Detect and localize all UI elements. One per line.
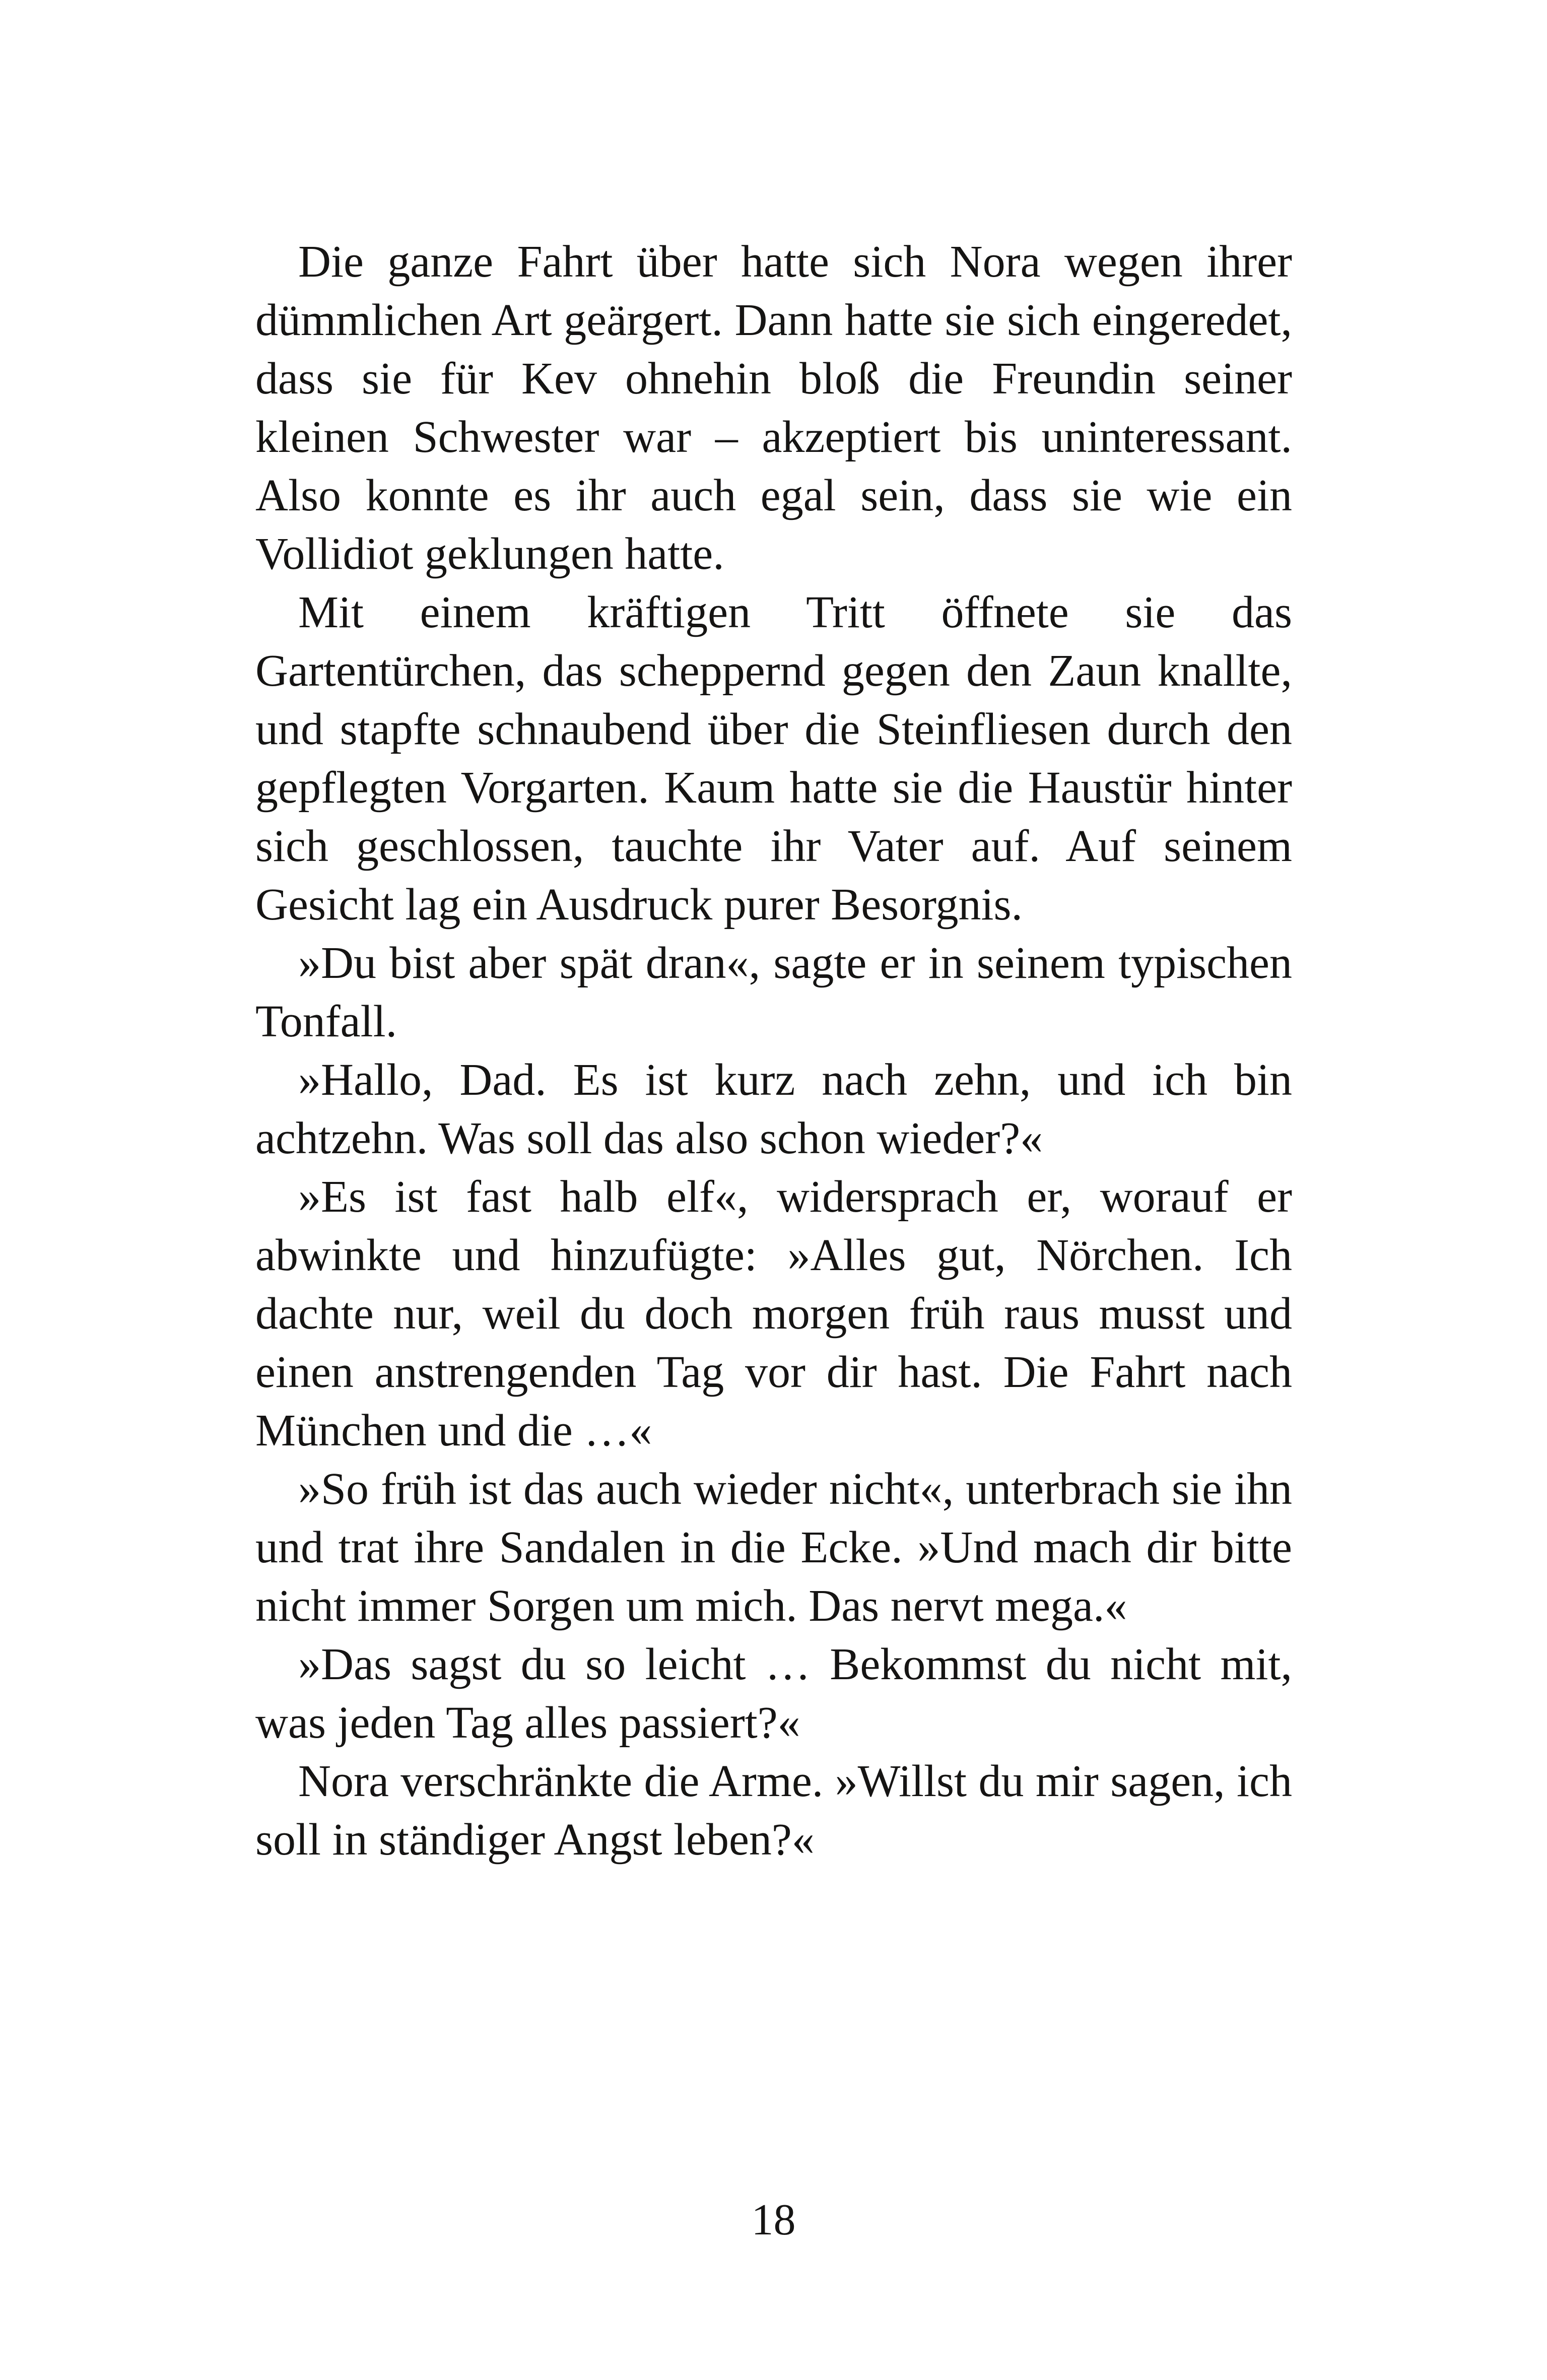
paragraph: »Du bist aber spät dran«, sagte er in seinem typischen Tonfall. — [255, 938, 1292, 1046]
paragraph: »Hallo, Dad. Es ist kurz nach zehn, und ich bin achtzehn. Was soll das also schon wieder?« — [255, 1055, 1292, 1163]
page-text — [255, 233, 1292, 1869]
paragraph: Die ganze Fahrt über hatte sich Nora wegen ihrer dümmlichen Art geärgert. Dann hatte sie sich eingeredet, dass sie für Kev ohnehin bloß die Freundin seiner kleinen Schwester war – akzeptiert bis uninteressant. Also konnte es ihr auch egal sein, dass sie wie ein Vollidiot geklungen hatte. — [255, 237, 1292, 579]
paragraph: »Das sagst du so leicht … Bekommst du nicht mit, was jeden Tag alles passiert?« — [255, 1639, 1292, 1748]
paragraph: Mit einem kräftigen Tritt öffnete sie das Gartentürchen, das scheppernd gegen den Zaun knallte, und stapfte schnaubend über die Steinfliesen durch den gepflegten Vorgarten. Kaum hatte sie die Haustür hinter sich geschlossen, tauchte ihr Vater auf. Auf seinem Gesicht lag ein Ausdruck purer Besorgnis. — [255, 587, 1292, 930]
paragraph: Nora verschränkte die Arme. »Willst du mir sagen, ich soll in ständiger Angst leben?« — [255, 1756, 1292, 1865]
paragraph: »Es ist fast halb elf«, widersprach er, worauf er abwinkte und hinzufügte: »Alles gut, Nörchen. Ich dachte nur, weil du doch morgen früh raus musst und einen anstrengenden Tag vor dir hast. Die Fahrt nach München und die …« — [255, 1172, 1292, 1456]
page-number: 18 — [751, 2196, 796, 2244]
paragraph: »So früh ist das auch wieder nicht«, unterbrach sie ihn und trat ihre Sandalen in die Ecke. »Und mach dir bitte nicht immer Sorgen um mich. Das nervt mega.« — [255, 1464, 1292, 1631]
